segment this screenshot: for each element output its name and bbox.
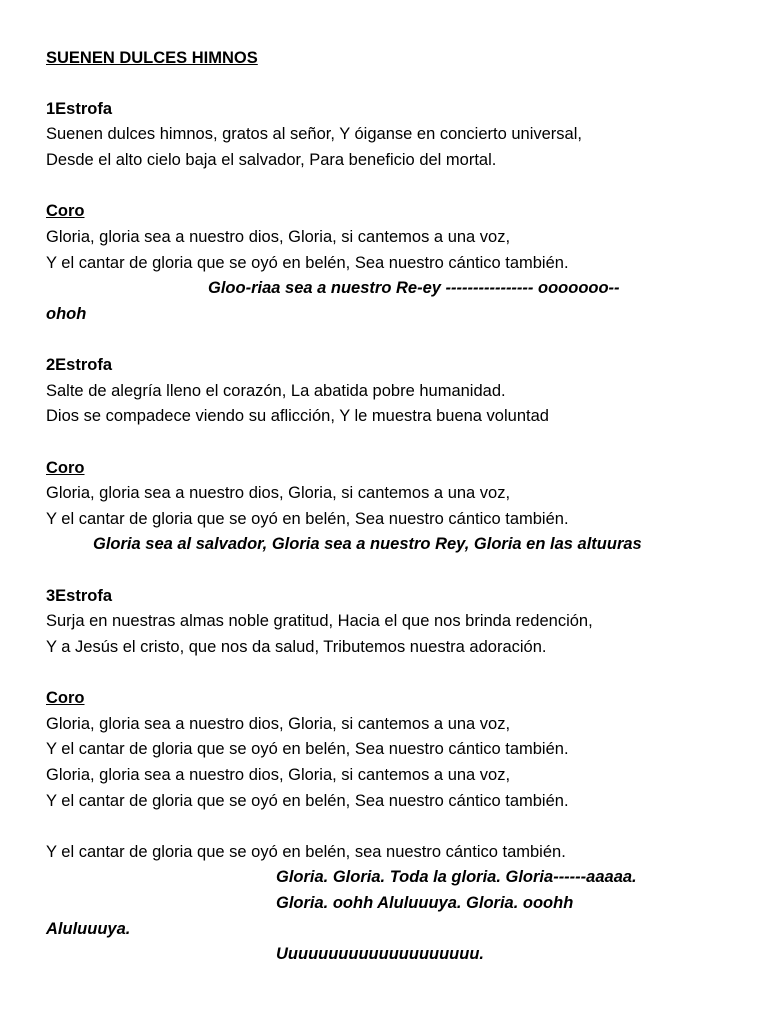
stanza-3-line: Surja en nuestras almas noble gratitud, Hacia el que nos brinda redención, <box>46 612 593 630</box>
ending-emphasis: Gloria. oohh Aluluuuya. Gloria. ooohh <box>276 894 574 912</box>
ending-emphasis: Uuuuuuuuuuuuuuuuuuuu. <box>276 945 484 963</box>
ending-emphasis: Aluluuuya. <box>46 920 131 938</box>
chorus-3-line: Gloria, gloria sea a nuestro dios, Gloria, si cantemos a una voz, <box>46 766 511 784</box>
stanza-2-heading: 2Estrofa <box>46 356 113 374</box>
chorus-2-line: Y el cantar de gloria que se oyó en belén, Sea nuestro cántico también. <box>46 510 569 528</box>
stanza-3-heading: 3Estrofa <box>46 587 113 605</box>
stanza-2-line: Salte de alegría lleno el corazón, La abatida pobre humanidad. <box>46 382 506 400</box>
chorus-1-line: Gloria, gloria sea a nuestro dios, Gloria, si cantemos a una voz, <box>46 228 511 246</box>
chorus-3-line: Y el cantar de gloria que se oyó en belén, Sea nuestro cántico también. <box>46 740 569 758</box>
chorus-2-line: Gloria, gloria sea a nuestro dios, Gloria, si cantemos a una voz, <box>46 484 511 502</box>
stanza-1-line: Desde el alto cielo baja el salvador, Para beneficio del mortal. <box>46 151 497 169</box>
chorus-2-emphasis: Gloria sea al salvador, Gloria sea a nuestro Rey, Gloria en las altuuras <box>93 535 642 553</box>
stanza-3-line: Y a Jesús el cristo, que nos da salud, Tributemos nuestra adoración. <box>46 638 547 656</box>
chorus-3-line: Y el cantar de gloria que se oyó en belén, Sea nuestro cántico también. <box>46 792 569 810</box>
stanza-2-line: Dios se compadece viendo su aflicción, Y le muestra buena voluntad <box>46 407 549 425</box>
chorus-2-heading: Coro <box>46 459 85 477</box>
stanza-1-line: Suenen dulces himnos, gratos al señor, Y óiganse en concierto universal, <box>46 125 582 143</box>
ending-emphasis: Gloria. Gloria. Toda la gloria. Gloria------aaaaa. <box>276 868 637 886</box>
chorus-3-heading: Coro <box>46 689 85 707</box>
chorus-1-emphasis: ohoh <box>46 305 87 323</box>
chorus-1-emphasis: Gloo-riaa sea a nuestro Re-ey ---------------- ooooooo-- <box>208 279 620 297</box>
ending-line: Y el cantar de gloria que se oyó en belén, sea nuestro cántico también. <box>46 843 566 861</box>
song-title: SUENEN DULCES HIMNOS <box>46 49 258 67</box>
chorus-1-line: Y el cantar de gloria que se oyó en belén, Sea nuestro cántico también. <box>46 254 569 272</box>
chorus-3-line: Gloria, gloria sea a nuestro dios, Gloria, si cantemos a una voz, <box>46 715 511 733</box>
stanza-1-heading: 1Estrofa <box>46 100 113 118</box>
chorus-1-heading: Coro <box>46 202 85 220</box>
